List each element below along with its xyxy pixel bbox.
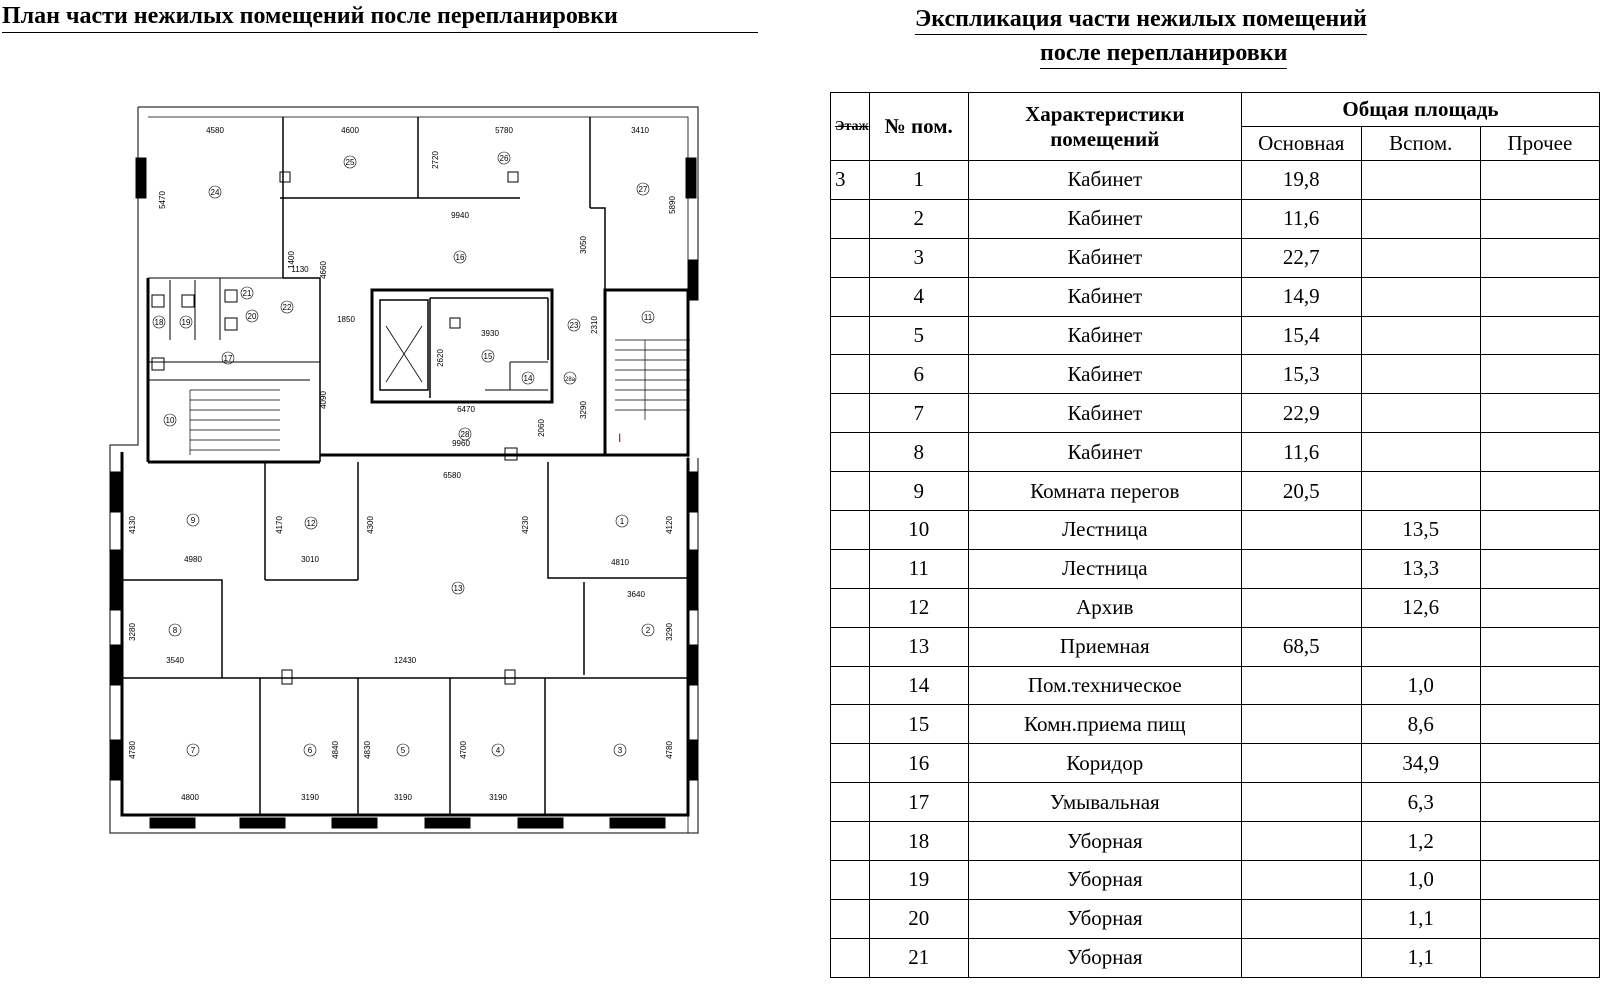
cell-aux-area: 1,1 [1361, 899, 1480, 938]
plan-dimension: 1400 [287, 251, 296, 269]
cell-room-number: 9 [869, 472, 968, 511]
plan-dimension: 2720 [431, 151, 440, 169]
cell-other-area [1480, 783, 1599, 822]
svg-text:23: 23 [569, 321, 579, 330]
cell-main-area: 15,3 [1241, 355, 1361, 394]
cell-aux-area [1361, 277, 1480, 316]
cell-room-number: 15 [869, 705, 968, 744]
plan-dimension: 3190 [489, 793, 507, 802]
plan-dimension: 3540 [166, 656, 184, 665]
cell-room-number: 11 [869, 549, 968, 588]
cell-other-area [1480, 472, 1599, 511]
cell-floor [831, 472, 870, 511]
cell-room-name: Кабинет [968, 433, 1241, 472]
svg-text:15: 15 [483, 352, 493, 361]
room-label [614, 744, 626, 756]
cell-other-area [1480, 861, 1599, 900]
table-row [831, 277, 1600, 316]
cell-aux-area [1361, 627, 1480, 666]
cell-room-name: Кабинет [968, 394, 1241, 433]
cell-room-number: 13 [869, 627, 968, 666]
cell-main-area [1241, 666, 1361, 705]
cell-other-area [1480, 511, 1599, 550]
svg-text:19: 19 [181, 318, 191, 327]
plan-dimension: 3290 [579, 401, 588, 419]
plan-dimension: 3050 [579, 236, 588, 254]
table-row [831, 822, 1600, 861]
room-label [344, 156, 356, 168]
room-label [568, 319, 580, 331]
cell-other-area [1480, 744, 1599, 783]
plan-dimension: 4090 [319, 391, 328, 409]
cell-main-area [1241, 783, 1361, 822]
header-floor: Этаж [831, 93, 870, 161]
cell-floor [831, 705, 870, 744]
table-row [831, 472, 1600, 511]
table-row [831, 666, 1600, 705]
room-label [397, 744, 409, 756]
cell-aux-area [1361, 199, 1480, 238]
cell-other-area [1480, 394, 1599, 433]
plan-dimension: 4800 [181, 793, 199, 802]
plan-dimension: 4580 [206, 126, 224, 135]
cell-aux-area: 1,0 [1361, 666, 1480, 705]
cell-floor [831, 238, 870, 277]
cell-floor [831, 549, 870, 588]
table-row [831, 511, 1600, 550]
room-label [482, 350, 494, 362]
cell-room-number: 16 [869, 744, 968, 783]
plan-dimension: 2620 [436, 349, 445, 367]
plan-dimension: 4810 [611, 558, 629, 567]
cell-room-name: Кабинет [968, 199, 1241, 238]
cell-other-area [1480, 627, 1599, 666]
table-row [831, 394, 1600, 433]
room-label [492, 744, 504, 756]
plan-dimension: 5470 [158, 191, 167, 209]
cell-room-number: 3 [869, 238, 968, 277]
plan-dimension: 5890 [668, 196, 677, 214]
explication-rows [831, 161, 1600, 978]
svg-text:13: 13 [453, 584, 463, 593]
plan-dimension: 4830 [363, 741, 372, 759]
plan-dimension: 4170 [275, 516, 284, 534]
cell-room-number: 5 [869, 316, 968, 355]
plan-dimension: 12430 [393, 656, 417, 665]
room-label [642, 311, 654, 323]
cell-floor [831, 277, 870, 316]
plan-dimension: 4780 [665, 741, 674, 759]
room-label [246, 310, 258, 322]
cell-main-area: 11,6 [1241, 433, 1361, 472]
room-label [452, 582, 464, 594]
plan-dimension: 3010 [301, 555, 319, 564]
cell-room-name: Кабинет [968, 161, 1241, 200]
cell-other-area [1480, 277, 1599, 316]
svg-text:4: 4 [495, 746, 501, 755]
cell-aux-area: 8,6 [1361, 705, 1480, 744]
plan-dimension: 4660 [319, 261, 328, 279]
cell-main-area [1241, 511, 1361, 550]
cell-main-area: 19,8 [1241, 161, 1361, 200]
room-label [616, 515, 628, 527]
cell-room-name: Уборная [968, 822, 1241, 861]
cell-main-area: 68,5 [1241, 627, 1361, 666]
cell-aux-area: 1,2 [1361, 822, 1480, 861]
header-room-number: № пом. [869, 93, 968, 161]
explication-table [830, 92, 1600, 978]
plan-title: План части нежилых помещений после перепланировки [2, 2, 758, 33]
cell-other-area [1480, 355, 1599, 394]
cell-room-number: 2 [869, 199, 968, 238]
plan-dimension: 1850 [337, 315, 355, 324]
plan-dimension: 9940 [451, 211, 469, 220]
cell-other-area [1480, 822, 1599, 861]
cell-aux-area: 13,5 [1361, 511, 1480, 550]
cell-floor [831, 627, 870, 666]
cell-room-number: 14 [869, 666, 968, 705]
plan-dimension: 4840 [331, 741, 340, 759]
cell-main-area [1241, 899, 1361, 938]
plan-dimension: 6470 [457, 405, 475, 414]
room-label [642, 624, 654, 636]
cell-room-number: 7 [869, 394, 968, 433]
cell-room-name: Коридор [968, 744, 1241, 783]
cell-other-area [1480, 238, 1599, 277]
plan-dimension: 4780 [128, 741, 137, 759]
svg-text:17: 17 [223, 354, 233, 363]
svg-text:10: 10 [165, 416, 175, 425]
table-row [831, 588, 1600, 627]
header-total-area: Общая площадь [1241, 93, 1599, 127]
floor-plan [100, 100, 730, 860]
table-row [831, 744, 1600, 783]
cell-room-name: Комн.приема пищ [968, 705, 1241, 744]
cell-room-name: Лестница [968, 549, 1241, 588]
cell-aux-area [1361, 433, 1480, 472]
room-label [564, 372, 576, 384]
cell-aux-area: 1,0 [1361, 861, 1480, 900]
table-row [831, 899, 1600, 938]
cell-room-number: 6 [869, 355, 968, 394]
cell-main-area [1241, 549, 1361, 588]
plan-dimension: 3930 [481, 329, 499, 338]
room-label [187, 744, 199, 756]
cell-main-area: 14,9 [1241, 277, 1361, 316]
room-label [209, 186, 221, 198]
cell-room-name: Уборная [968, 899, 1241, 938]
cell-room-number: 17 [869, 783, 968, 822]
room-label [304, 744, 316, 756]
cell-room-name: Кабинет [968, 316, 1241, 355]
svg-text:20: 20 [247, 312, 257, 321]
cell-aux-area [1361, 394, 1480, 433]
cell-main-area: 22,7 [1241, 238, 1361, 277]
cell-room-name: Умывальная [968, 783, 1241, 822]
cell-floor [831, 899, 870, 938]
table-row [831, 705, 1600, 744]
table-row [831, 161, 1600, 200]
cell-floor [831, 511, 870, 550]
cell-floor [831, 822, 870, 861]
plan-dimension: 2060 [537, 419, 546, 437]
cell-room-number: 8 [869, 433, 968, 472]
svg-text:7: 7 [190, 746, 196, 755]
cell-floor [831, 316, 870, 355]
explication-title-line2: после перепланировки [1040, 38, 1287, 69]
cell-aux-area: 12,6 [1361, 588, 1480, 627]
cell-room-name: Уборная [968, 861, 1241, 900]
plan-dimension: 4120 [665, 516, 674, 534]
header-other: Прочее [1480, 127, 1599, 161]
cell-other-area [1480, 588, 1599, 627]
header-characteristics: Характеристики помещений [968, 93, 1241, 161]
room-label [222, 352, 234, 364]
room-label [187, 514, 199, 526]
svg-text:9: 9 [190, 516, 196, 525]
table-row [831, 549, 1600, 588]
room-label [153, 316, 165, 328]
cell-floor [831, 588, 870, 627]
plan-dimension: 3640 [627, 590, 645, 599]
plan-dimension: 2310 [590, 316, 599, 334]
room-label [305, 517, 317, 529]
cell-aux-area [1361, 355, 1480, 394]
cell-main-area [1241, 588, 1361, 627]
room-label [281, 301, 293, 313]
cell-aux-area: 1,1 [1361, 938, 1480, 977]
room-label [459, 428, 471, 440]
svg-text:27: 27 [638, 185, 648, 194]
cell-floor [831, 783, 870, 822]
section-marker: I [618, 431, 622, 445]
cell-aux-area [1361, 472, 1480, 511]
plan-dimension: 9960 [452, 439, 470, 448]
svg-text:3: 3 [617, 746, 623, 755]
cell-room-name: Пом.техническое [968, 666, 1241, 705]
cell-other-area [1480, 899, 1599, 938]
cell-room-name: Приемная [968, 627, 1241, 666]
cell-main-area [1241, 705, 1361, 744]
svg-text:21: 21 [242, 289, 252, 298]
cell-floor [831, 199, 870, 238]
cell-room-name: Архив [968, 588, 1241, 627]
cell-aux-area [1361, 238, 1480, 277]
cell-aux-area: 34,9 [1361, 744, 1480, 783]
cell-room-name: Кабинет [968, 277, 1241, 316]
plan-dimension: 4300 [366, 516, 375, 534]
cell-floor [831, 433, 870, 472]
cell-main-area [1241, 822, 1361, 861]
svg-text:16: 16 [455, 253, 465, 262]
room-label [169, 624, 181, 636]
cell-main-area [1241, 744, 1361, 783]
svg-text:12: 12 [306, 519, 316, 528]
table-row [831, 433, 1600, 472]
cell-aux-area [1361, 161, 1480, 200]
cell-room-name: Комната перегов [968, 472, 1241, 511]
cell-floor: 3 [831, 161, 870, 200]
plan-dimension: 4130 [128, 516, 137, 534]
cell-aux-area [1361, 316, 1480, 355]
plan-dimension: 3280 [128, 623, 137, 641]
cell-other-area [1480, 433, 1599, 472]
table-row [831, 783, 1600, 822]
plan-dimension: 3410 [631, 126, 649, 135]
svg-text:24: 24 [210, 188, 220, 197]
table-row [831, 316, 1600, 355]
cell-floor [831, 355, 870, 394]
cell-room-number: 20 [869, 899, 968, 938]
cell-room-name: Уборная [968, 938, 1241, 977]
cell-main-area: 22,9 [1241, 394, 1361, 433]
table-row [831, 627, 1600, 666]
cell-room-name: Кабинет [968, 355, 1241, 394]
cell-floor [831, 666, 870, 705]
cell-floor [831, 744, 870, 783]
plan-dimension: 6580 [443, 471, 461, 480]
plan-dimension: 5780 [495, 126, 513, 135]
room-label [180, 316, 192, 328]
svg-text:5: 5 [400, 746, 406, 755]
cell-other-area [1480, 199, 1599, 238]
plan-dimension: 4230 [521, 516, 530, 534]
room-label [454, 251, 466, 263]
cell-other-area [1480, 705, 1599, 744]
plan-dimension: 1130 [291, 265, 309, 274]
svg-text:28а: 28а [564, 377, 576, 383]
svg-text:14: 14 [523, 374, 533, 383]
svg-text:22: 22 [282, 303, 292, 312]
plan-dimension: 4600 [341, 126, 359, 135]
cell-room-number: 4 [869, 277, 968, 316]
cell-other-area [1480, 161, 1599, 200]
cell-room-number: 10 [869, 511, 968, 550]
room-label [498, 152, 510, 164]
plan-dimension: 3190 [394, 793, 412, 802]
cell-main-area: 20,5 [1241, 472, 1361, 511]
cell-other-area [1480, 316, 1599, 355]
table-row [831, 861, 1600, 900]
cell-room-name: Кабинет [968, 238, 1241, 277]
svg-text:6: 6 [307, 746, 313, 755]
cell-room-number: 21 [869, 938, 968, 977]
cell-main-area: 11,6 [1241, 199, 1361, 238]
cell-floor [831, 861, 870, 900]
plan-dimension: 3190 [301, 793, 319, 802]
header-main: Основная [1241, 127, 1361, 161]
room-label [637, 183, 649, 195]
plan-dimension: 3290 [665, 623, 674, 641]
svg-text:26: 26 [499, 154, 509, 163]
cell-room-number: 19 [869, 861, 968, 900]
table-row [831, 199, 1600, 238]
table-row [831, 938, 1600, 977]
svg-text:18: 18 [154, 318, 164, 327]
cell-main-area: 15,4 [1241, 316, 1361, 355]
header-aux: Вспом. [1361, 127, 1480, 161]
cell-floor [831, 938, 870, 977]
cell-floor [831, 394, 870, 433]
svg-text:1: 1 [619, 517, 625, 526]
table-row [831, 238, 1600, 277]
plan-dimension: 4980 [184, 555, 202, 564]
cell-room-number: 12 [869, 588, 968, 627]
svg-text:2: 2 [645, 626, 651, 635]
room-label [522, 372, 534, 384]
cell-room-name: Лестница [968, 511, 1241, 550]
plan-dimension: 4700 [459, 741, 468, 759]
cell-room-number: 1 [869, 161, 968, 200]
cell-other-area [1480, 938, 1599, 977]
cell-other-area [1480, 666, 1599, 705]
table-row [831, 355, 1600, 394]
room-label [241, 287, 253, 299]
svg-text:25: 25 [345, 158, 355, 167]
cell-room-number: 18 [869, 822, 968, 861]
svg-text:28: 28 [460, 430, 470, 439]
svg-text:8: 8 [172, 626, 178, 635]
cell-main-area [1241, 861, 1361, 900]
cell-other-area [1480, 549, 1599, 588]
cell-aux-area: 6,3 [1361, 783, 1480, 822]
svg-text:11: 11 [643, 313, 653, 322]
room-label [164, 414, 176, 426]
explication-title-line1: Экспликация части нежилых помещений [915, 4, 1367, 35]
cell-aux-area: 13,3 [1361, 549, 1480, 588]
cell-main-area [1241, 938, 1361, 977]
